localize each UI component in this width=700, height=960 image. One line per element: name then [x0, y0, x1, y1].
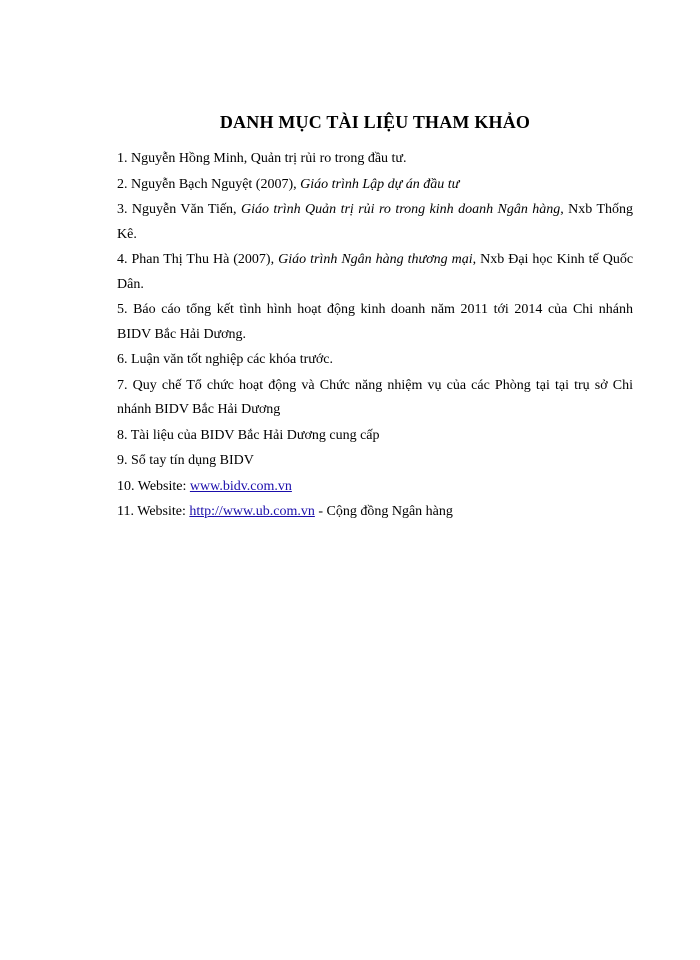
reference-item-website	[117, 500, 633, 525]
reference-work: Quy chế Tổ chức hoạt động và Chức năng nhiệm vụ của các Phòng tại tại trụ sở Chi nhánh BIDV Bắc Hải Dương	[117, 377, 633, 417]
website-link-bidv[interactable]: www.bidv.com.vn	[189, 478, 292, 494]
reference-number: 4.	[117, 252, 128, 267]
reference-number: 1.	[117, 151, 128, 166]
reference-author: Nguyễn Văn Tiến,	[131, 202, 237, 217]
reference-publisher: , Nxb Thống Kê.	[117, 202, 633, 242]
reference-item	[117, 348, 633, 373]
reference-item	[117, 248, 633, 297]
reference-item	[117, 374, 633, 423]
reference-author: Phan Thị Thu Hà (2007),	[131, 252, 275, 267]
reference-work: Luận văn tốt nghiệp các khóa trước.	[131, 352, 333, 367]
reference-number: 3.	[117, 202, 128, 217]
reference-work: Giáo trình Quản trị rủi ro trong kinh doanh Ngân hàng	[240, 202, 561, 217]
reference-number: 5.	[117, 302, 128, 317]
reference-number: 8.	[117, 427, 128, 443]
reference-number: 2.	[117, 176, 128, 192]
website-description: - Cộng đồng Ngân hàng	[314, 504, 453, 519]
reference-item	[117, 147, 633, 172]
reference-number: 10.	[117, 478, 135, 494]
reference-number: 7.	[117, 377, 128, 393]
document-page	[117, 112, 633, 526]
website-label: Website:	[137, 504, 186, 519]
reference-item	[117, 298, 633, 347]
reference-item	[117, 173, 633, 198]
reference-work: Giáo trình Lập dự án đầu tư	[300, 176, 460, 192]
page-title: DANH MỤC TÀI LIỆU THAM KHẢO	[219, 112, 531, 132]
website-label: Website:	[137, 478, 187, 494]
reference-author: Nguyễn Hồng Minh,	[131, 151, 248, 166]
reference-publisher: , Nxb Đại học Kinh tế Quốc Dân.	[117, 252, 634, 292]
reference-number: 11.	[117, 504, 134, 519]
reference-work: Tài liệu của BIDV Bắc Hải Dương cung cấp	[130, 427, 380, 443]
website-link-ub[interactable]: http://www.ub.com.vn	[189, 504, 315, 519]
reference-author: Nguyễn Bạch Nguyệt (2007),	[131, 176, 297, 192]
reference-list	[117, 147, 633, 525]
reference-work: Báo cáo tổng kết tình hình hoạt động kinh doanh năm 2011 tới 2014 của Chi nhánh BIDV Bắc Hải Dương.	[117, 302, 634, 342]
reference-work: Sổ tay tín dụng BIDV	[131, 453, 254, 468]
reference-item	[117, 424, 633, 449]
reference-item-website	[117, 475, 633, 500]
reference-work: Giáo trình Ngân hàng thương mại	[278, 252, 473, 267]
reference-item	[117, 198, 633, 247]
reference-number: 6.	[117, 352, 128, 367]
reference-work: Quản trị rủi ro trong đầu tư.	[250, 151, 407, 166]
reference-item	[117, 449, 633, 474]
reference-number: 9.	[117, 453, 128, 468]
